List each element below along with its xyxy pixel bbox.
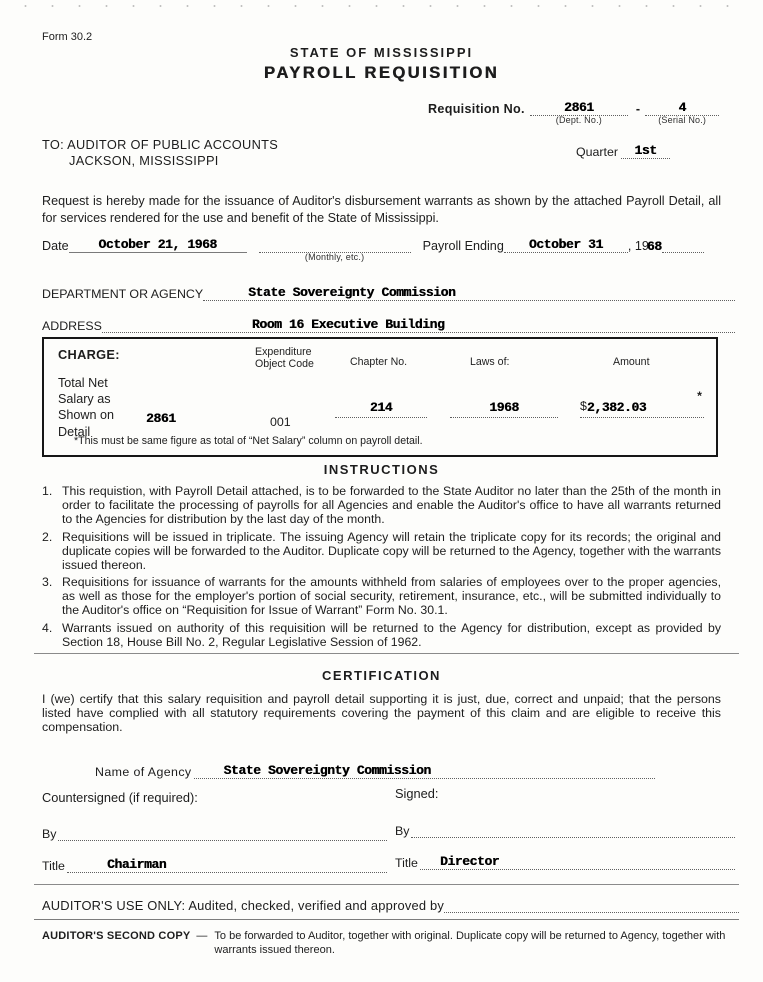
- year-trailing-line: [662, 236, 704, 253]
- instruction-item: [42, 622, 721, 650]
- certification-heading: CERTIFICATION: [322, 668, 441, 683]
- instruction-number: 1.: [42, 484, 53, 498]
- instruction-item: [42, 485, 721, 527]
- instruction-number: 4.: [42, 621, 53, 636]
- instruction-text: Requisitions for issuance of warrants for the amounts withheld from salaries of employees over to the proper agencies, as well as those for the employer's portion of social security, retirement, insurance, etc., will be submitted individually to the Auditor's office on “Requisition for Issue of Warrant” Form No. 30.1.: [62, 575, 721, 618]
- addressee-block: [42, 137, 278, 168]
- row-label-line3: Shown on: [58, 408, 115, 423]
- department-label: DEPARTMENT OR AGENCY: [42, 287, 204, 301]
- second-copy-dash: —: [196, 930, 208, 942]
- approved-by-field: [444, 896, 739, 913]
- dept-no-field: [530, 99, 628, 126]
- column-header-chapter: Chapter No.: [350, 356, 408, 368]
- serial-no-value: 4: [678, 100, 686, 115]
- instructions-list: [42, 485, 721, 650]
- title-label: Title: [395, 856, 418, 870]
- quarter-value: 1st: [634, 143, 657, 158]
- by-label: By: [42, 827, 57, 841]
- date-value: October 21, 1968: [98, 237, 217, 252]
- column-header-expenditure: [255, 346, 314, 370]
- request-paragraph: Request is hereby made for the issuance of Auditor's disbursement warrants as shown by the attached Payroll Detail, all for services rendered for the use and benefit of the State of Mississippi.: [42, 193, 721, 226]
- agency-field: [194, 762, 655, 779]
- instruction-number: 3.: [42, 575, 53, 590]
- signed-title-value: Director: [439, 854, 500, 869]
- signed-title-field: [420, 853, 735, 870]
- charge-footnote: *This must be same figure as total of “Net Salary” column on payroll detail.: [74, 435, 423, 447]
- amount-value: 2,382.03: [586, 400, 647, 415]
- charge-dept-no: 2861: [146, 411, 176, 426]
- second-copy-text: To be forwarded to Auditor, together with original. Duplicate copy will be returned to Agency, together with warrants issued thereon.: [214, 930, 726, 956]
- address-row: [42, 316, 735, 333]
- amount-field: [580, 399, 704, 418]
- payroll-ending-value: October 31: [528, 237, 603, 252]
- scan-artifact-dots: [12, 4, 751, 8]
- row-label-line1: Total Net: [58, 376, 108, 390]
- date-field: [69, 236, 247, 253]
- chapter-no-value: 214: [369, 400, 393, 415]
- countersigned-title-row: [42, 856, 387, 873]
- address-value: Room 16 Executive Building: [251, 317, 445, 332]
- payroll-ending-label: Payroll Ending: [422, 239, 504, 253]
- instruction-item: [42, 531, 721, 573]
- signed-label: Signed:: [395, 786, 439, 801]
- expenditure-line2: Object Code: [255, 358, 314, 370]
- address-label: ADDRESS: [42, 319, 102, 333]
- column-header-amount: Amount: [613, 356, 650, 368]
- requisition-number-row: [428, 99, 719, 126]
- charge-title: CHARGE:: [58, 347, 120, 362]
- agency-value: State Sovereignty Commission: [223, 763, 431, 778]
- countersigned-title-field: [67, 856, 387, 873]
- amount-asterisk: *: [697, 389, 702, 403]
- section-divider: [34, 884, 739, 885]
- section-divider: [34, 919, 739, 920]
- department-field: [203, 284, 735, 301]
- signed-title-row: [395, 853, 735, 870]
- date-label: Date: [42, 239, 69, 253]
- auditor-use-only-row: [42, 896, 739, 913]
- year-printed: , 19: [627, 239, 649, 253]
- payroll-ending-field: [504, 236, 628, 253]
- instruction-text: Warrants issued on authority of this requisition will be returned to the Agency for distribution, except as provided by Section 18, House Bill No. 2, Regular Legislative Session of 1962.: [62, 621, 721, 650]
- row-label-line4: Detail: [58, 424, 91, 439]
- second-copy-label: AUDITOR'S SECOND COPY: [42, 930, 191, 942]
- name-of-agency-row: [95, 762, 655, 779]
- countersigned-by-row: [42, 824, 387, 841]
- requisition-no-separator: -: [635, 102, 641, 116]
- row-label-line2: Salary as: [58, 392, 111, 407]
- charge-box: [42, 337, 718, 457]
- form-number: Form 30.2: [42, 31, 93, 43]
- expenditure-line1: Expenditure: [255, 346, 312, 358]
- title-label: Title: [42, 859, 65, 873]
- quarter-label: Quarter: [576, 145, 619, 159]
- laws-of-value: 1968: [489, 400, 519, 415]
- charge-object-code: 001: [270, 415, 291, 429]
- auditor-second-copy-note: [42, 929, 737, 957]
- countersigned-title-value: Chairman: [106, 857, 167, 872]
- quarter-row: [576, 142, 670, 159]
- certification-section: [42, 668, 721, 735]
- chapter-no-field: [335, 399, 427, 418]
- certification-paragraph: I (we) certify that this salary requisition and payroll detail supporting it is just, due, correct and unpaid; that the persons listed have complied with all statutory requirements covering the payment of this claim and are eligible to receive this compensation.: [42, 692, 721, 735]
- agency-label: Name of Agency: [95, 765, 192, 779]
- signed-by-row: [395, 821, 735, 838]
- addressee-name: AUDITOR OF PUBLIC ACCOUNTS: [67, 137, 279, 152]
- state-title: STATE OF MISSISSIPPI: [289, 45, 474, 60]
- instruction-text: Requisitions will be issued in triplicate. The issuing Agency will retain the triplicate copy for its records; the original and duplicate copies will be forwarded to the Auditor. Duplicate copy will be returned to the Agency, together with the warrants issued thereon.: [62, 529, 721, 572]
- year-typed: 68: [646, 239, 662, 254]
- serial-no-field: [645, 99, 719, 126]
- instruction-item: [42, 576, 721, 618]
- department-row: [42, 284, 735, 301]
- auditor-use-only-text: AUDITOR'S USE ONLY: Audited, checked, verified and approved by: [42, 898, 445, 913]
- countersigned-by-field: [58, 824, 387, 841]
- instruction-number: 2.: [42, 529, 53, 544]
- instruction-text: This requistion, with Payroll Detail attached, is to be forwarded to the State Auditor no later than the 25th of the month in order to facilitate the processing of payrolls for all Agencies and enable the Auditor's office to have all warrants returned to the Agencies for distribution by the last day of the month.: [62, 484, 721, 526]
- by-label: By: [395, 824, 410, 838]
- countersigned-label: Countersigned (if required):: [42, 790, 198, 805]
- laws-of-field: [450, 399, 558, 418]
- dept-no-value: 2861: [564, 100, 594, 115]
- dept-no-sublabel: (Dept. No.): [555, 115, 602, 126]
- department-value: State Sovereignty Commission: [248, 285, 456, 300]
- addressee-line1: [42, 137, 278, 153]
- date-row: [42, 236, 723, 263]
- serial-no-sublabel: (Serial No.): [658, 115, 707, 126]
- to-label: TO:: [42, 137, 64, 152]
- monthly-note: (Monthly, etc.): [304, 252, 365, 263]
- quarter-field: [621, 142, 670, 159]
- requisition-no-label: Requisition No.: [428, 102, 525, 116]
- instructions-heading: INSTRUCTIONS: [323, 462, 440, 477]
- column-header-laws: Laws of:: [470, 356, 510, 368]
- charge-row-label: [58, 375, 114, 440]
- section-divider: [34, 653, 739, 654]
- currency-sign: $: [580, 399, 587, 413]
- signed-by-field: [411, 821, 735, 838]
- addressee-line2: JACKSON, MISSISSIPPI: [69, 152, 219, 168]
- address-field: [102, 316, 735, 333]
- page-title: PAYROLL REQUISITION: [263, 64, 500, 82]
- instructions-section: [42, 462, 721, 654]
- monthly-field: [259, 236, 411, 263]
